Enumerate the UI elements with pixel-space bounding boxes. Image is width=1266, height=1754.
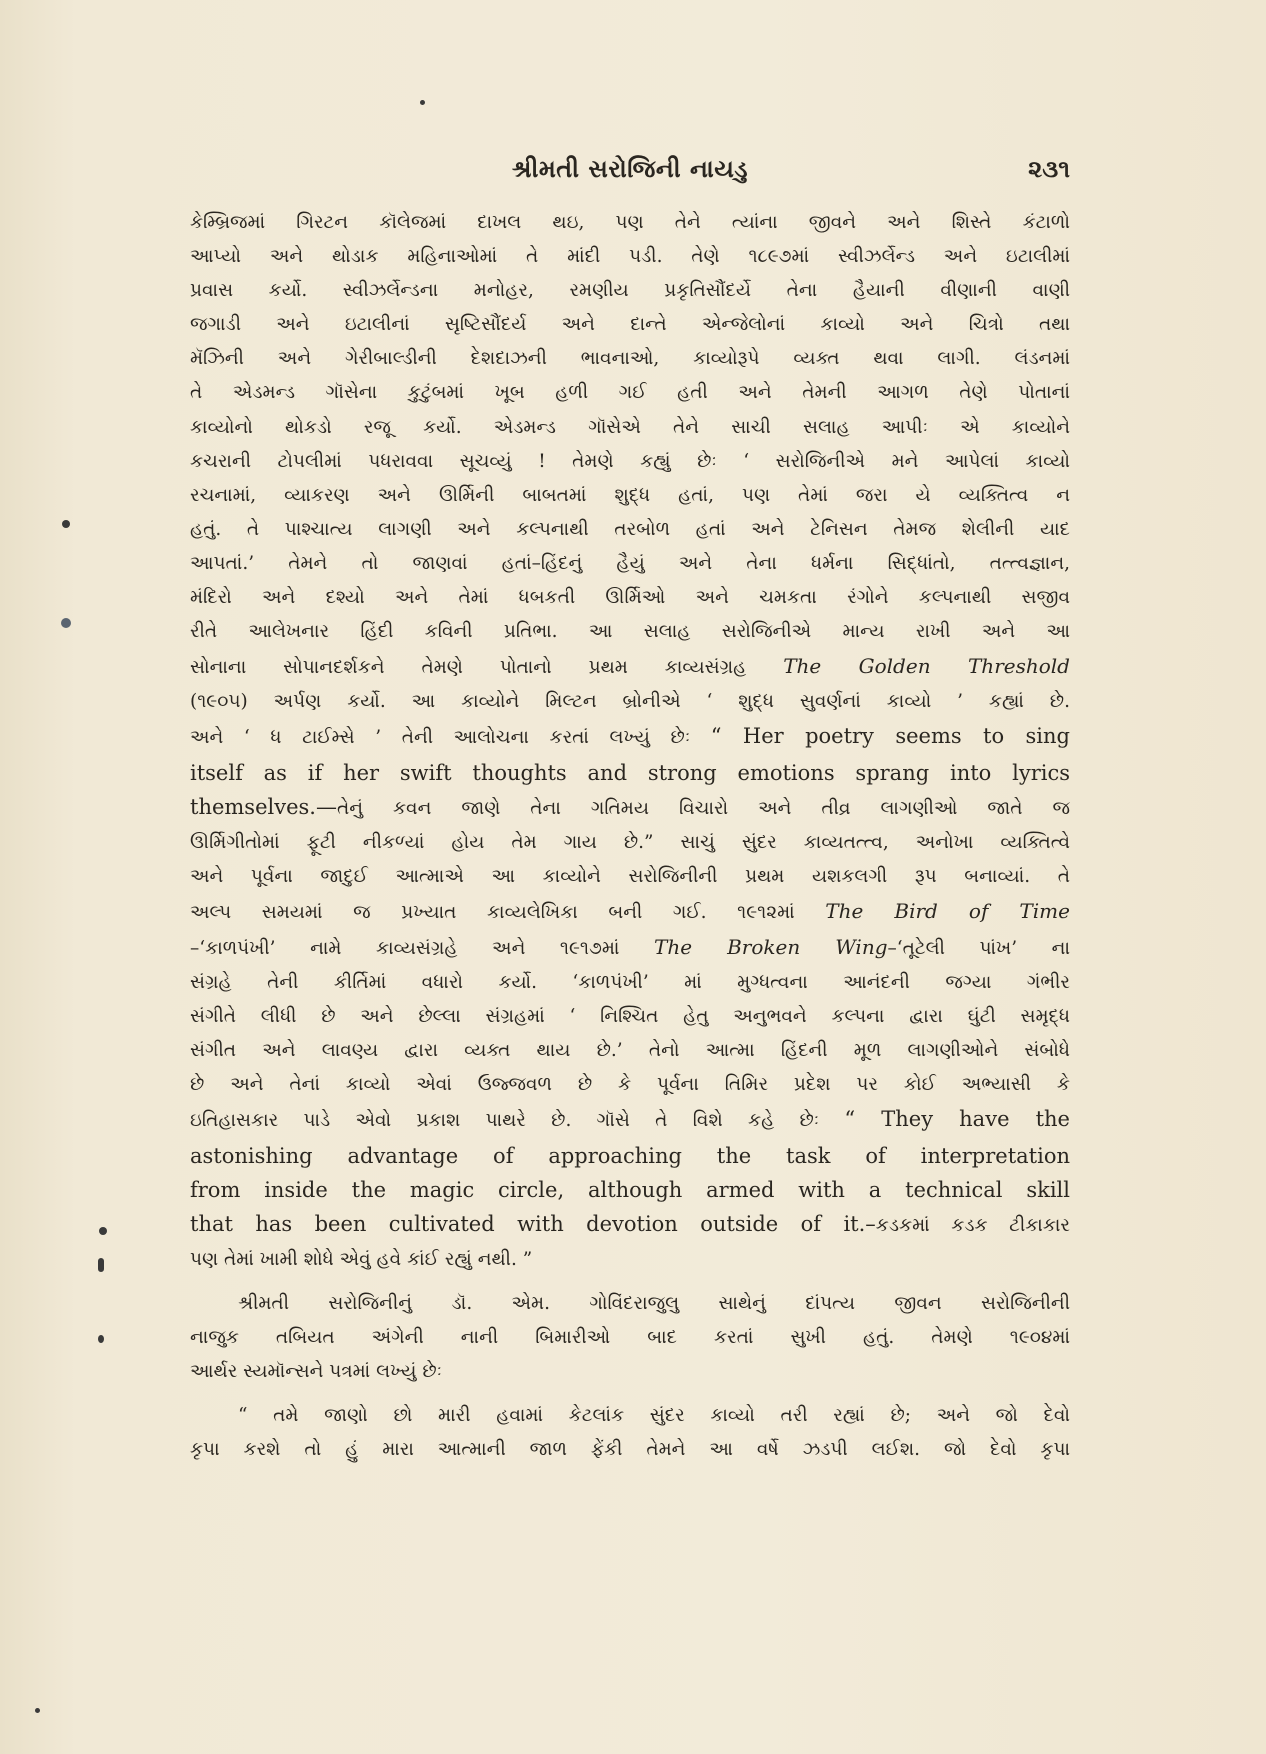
text-line: પણ તેમાં ખામી શોધે એવું હવે કાંઈ રહ્યું નથી. ”	[190, 1248, 533, 1270]
english-quote-line: astonishing advantage of approaching the task of interpretation	[190, 1143, 1070, 1168]
text-line: કચરાની ટોપલીમાં પધરાવવા સૂચવ્યું ! તેમણે કહ્યું છેઃ ‘ સરોજિનીએ મને આપેલાં કાવ્યો	[190, 450, 1070, 472]
text-line	[190, 930, 1070, 966]
running-title: શ્રીમતી સરોજિની નાયડુ	[511, 154, 749, 183]
paragraph	[190, 1399, 1070, 1467]
text-line	[190, 894, 1070, 930]
text-line	[190, 1102, 1070, 1138]
text-line: મંદિરો અને દશ્યો અને તેમાં ધબકતી ઊર્મિઓ અને ચમકતા રંગોને કલ્પનાથી સજીવ	[190, 587, 1070, 609]
text-line: મૅઝિની અને ગેરીબાલ્ડીની દેશદાઝની ભાવનાઓ, કાવ્યોરૂપે વ્યક્ત થવા લાગી. લંડનમાં	[190, 348, 1070, 370]
page-header	[190, 150, 1070, 190]
english-quote-line: itself as if her swift thoughts and strong emotions sprang into lyrics	[190, 760, 1070, 785]
text-line: શ્રીમતી સરોજિનીનું ડૉ. એમ. ગોવિંદરાજુલુ સાથેનું દાંપત્ય જીવન સરોજિનીની	[238, 1292, 1070, 1314]
book-title: The Broken Wing	[653, 934, 888, 959]
text-fragment: કડકમાં કડક ટીકાકાર	[875, 1214, 1070, 1236]
margin-speck	[62, 520, 70, 528]
text-line: હતું. તે પાશ્ચાત્ય લાગણી અને કલ્પનાથી તરબોળ હતાં અને ટેનિસન તેમજ શેલીની યાદ	[190, 518, 1070, 540]
text-line: સંગીતે લીધી છે અને છેલ્લા સંગ્રહમાં ‘ નિશ્ચિત હેતુ અનુભવને કલ્પના દ્વારા ઘુંટી સમૃદ્ધ	[190, 1006, 1070, 1028]
english-quote: “ They have the	[844, 1107, 1070, 1132]
margin-speck	[98, 1335, 104, 1343]
text-line: આપતાં.’ તેમને તો જાણવાં હતાં–હિંદનું હૈયું અને તેના ધર્મના સિદ્ધાંતો, તત્ત્વજ્ઞાન,	[190, 552, 1070, 574]
text-fragment: સોનાના સોપાનદર્શકને તેમણે પોતાનો પ્રથમ કાવ્યસંગ્રહ	[190, 657, 747, 679]
text-line	[190, 719, 1070, 755]
text-line: “ તમે જાણો છો મારી હવામાં કેટલાંક સુંદર કાવ્યો તરી રહ્યાં છે; અને જો દેવો	[238, 1405, 1070, 1427]
margin-speck	[420, 100, 425, 105]
text-fragment: અલ્પ સમયમાં જ પ્રખ્યાત કાવ્યલેખિકા બની ગઈ. ૧૯૧૨માં	[190, 901, 795, 923]
text-line	[190, 790, 1070, 826]
text-line: આપ્યો અને થોડાક મહિનાઓમાં તે માંદી પડી. તેણે ૧૮૯૭માં સ્વીઝર્લેન્ડ અને ઇટાલીમાં	[190, 246, 1070, 268]
text-line: પ્રવાસ કર્યો. સ્વીઝર્લેન્ડના મનોહર, રમણીય પ્રકૃતિસૌંદર્યે તેના હૈયાની વીણાની વાણી	[190, 280, 1070, 302]
text-fragment: –‘કાળપંખી’ નામે કાવ્યસંગ્રહે અને ૧૯૧૭માં	[190, 937, 620, 959]
text-line: સંગીત અને લાવણ્ય દ્વારા વ્યક્ત થાય છે.’ તેનો આત્મા હિંદની મૂળ લાગણીઓને સંબોધે	[190, 1040, 1070, 1062]
text-fragment: –‘તૂટેલી પાંખ’ ના	[887, 937, 1070, 959]
body-text	[190, 206, 1070, 1467]
english-quote: that has been cultivated with devotion outside of it.–	[190, 1211, 876, 1236]
text-line: છે અને તેનાં કાવ્યો એવાં ઉજ્જવળ છે કે પૂર્વના તિમિર પ્રદેશ પર કોઈ અભ્યાસી કે	[190, 1074, 1070, 1096]
text-fragment: અને ‘ ધ ટાઈમ્સે ’ તેની આલોચના કરતાં લખ્યું છેઃ	[190, 727, 691, 749]
text-line: કાવ્યોનો થોકડો રજૂ કર્યો. એડમન્ડ ગૉસેએ તેને સાચી સલાહ આપીઃ એ કાવ્યોને	[190, 416, 1070, 438]
english-quote-line: from inside the magic circle, although armed with a technical skill	[190, 1177, 1070, 1202]
text-line	[190, 1207, 1070, 1243]
page-number: ૨૩૧	[1028, 154, 1070, 183]
text-line: જગાડી અને ઇટાલીનાં સૃષ્ટિસૌંદર્ય અને દાન્તે એન્જેલોનાં કાવ્યો અને ચિત્રો તથા	[190, 314, 1070, 336]
english-quote: themselves.—	[190, 794, 337, 819]
text-line: તે એડમન્ડ ગૉસેના કુટુંબમાં ખૂબ હળી ગઈ હતી અને તેમની આગળ તેણે પોતાનાં	[190, 382, 1070, 404]
margin-speck	[98, 1258, 104, 1272]
text-line: નાજુક તબિયત અંગેની નાની બિમારીઓ બાદ કરતાં સુખી હતું. તેમણે ૧૯૦૪માં	[190, 1327, 1070, 1348]
text-line	[190, 649, 1070, 685]
book-title: The Golden Threshold	[783, 654, 1070, 679]
margin-speck	[99, 1227, 107, 1235]
book-title: The Bird of Time	[825, 898, 1070, 923]
paragraph	[190, 206, 1070, 1277]
text-line: આર્થર સ્યમૉન્સને પત્રમાં લખ્યું છેઃ	[190, 1361, 442, 1383]
paragraph	[190, 1287, 1070, 1389]
text-line: રચનામાં, વ્યાકરણ અને ઊર્મિની બાબતમાં શુદ્ધ હતાં, પણ તેમાં જરા યે વ્યક્તિત્વ ન	[190, 484, 1070, 506]
text-fragment: તેનું કવન જાણે તેના ગતિમય વિચારો અને તીવ્ર લાગણીઓ જાતે જ	[336, 797, 1070, 819]
text-line: ઊર્મિગીતોમાં ફૂટી નીકળ્યાં હોય તેમ ગાય છે.” સાચું સુંદર કાવ્યતત્ત્વ, અનોખા વ્યક્તિત્વે	[190, 831, 1070, 853]
text-line: કૃપા કરશે તો હું મારા આત્માની જાળ ફેંકી તેમને આ વર્ષે ઝડપી લઈશ. જો દેવો કૃપા	[190, 1439, 1070, 1461]
english-quote: “ Her poetry seems to sing	[710, 724, 1070, 749]
margin-speck	[35, 1708, 40, 1713]
margin-speck	[61, 618, 71, 628]
text-line: અને પૂર્વના જાદુઈ આત્માએ આ કાવ્યોને સરોજિનીની પ્રથમ યશકલગી રૂપ બનાવ્યાં. તે	[190, 865, 1070, 887]
text-line: (૧૯૦૫) અર્પણ કર્યો. આ કાવ્યોને મિલ્ટન બ્રોનીએ ‘ શુદ્ધ સુવર્ણનાં કાવ્યો ’ કહ્યાં છે.	[190, 691, 1070, 713]
text-line: રીતે આલેખનાર હિંદી કવિની પ્રતિભા. આ સલાહ સરોજિનીએ માન્ય રાખી અને આ	[190, 621, 1070, 643]
text-line: સંગ્રહે તેની કીર્તિમાં વધારો કર્યો. ‘કાળપંખી’ માં મુગ્ધત્વના આનંદની જગ્યા ગંભીર	[190, 972, 1070, 994]
text-fragment: ઇતિહાસકાર પાડે એવો પ્રકાશ પાથરે છે. ગૉસે તે વિશે કહે છેઃ	[190, 1110, 820, 1132]
text-line: કેમ્બ્રિજમાં ગિરટન કૉલેજમાં દાખલ થઇ, પણ તેને ત્યાંના જીવને અને શિસ્તે કંટાળો	[190, 212, 1070, 233]
